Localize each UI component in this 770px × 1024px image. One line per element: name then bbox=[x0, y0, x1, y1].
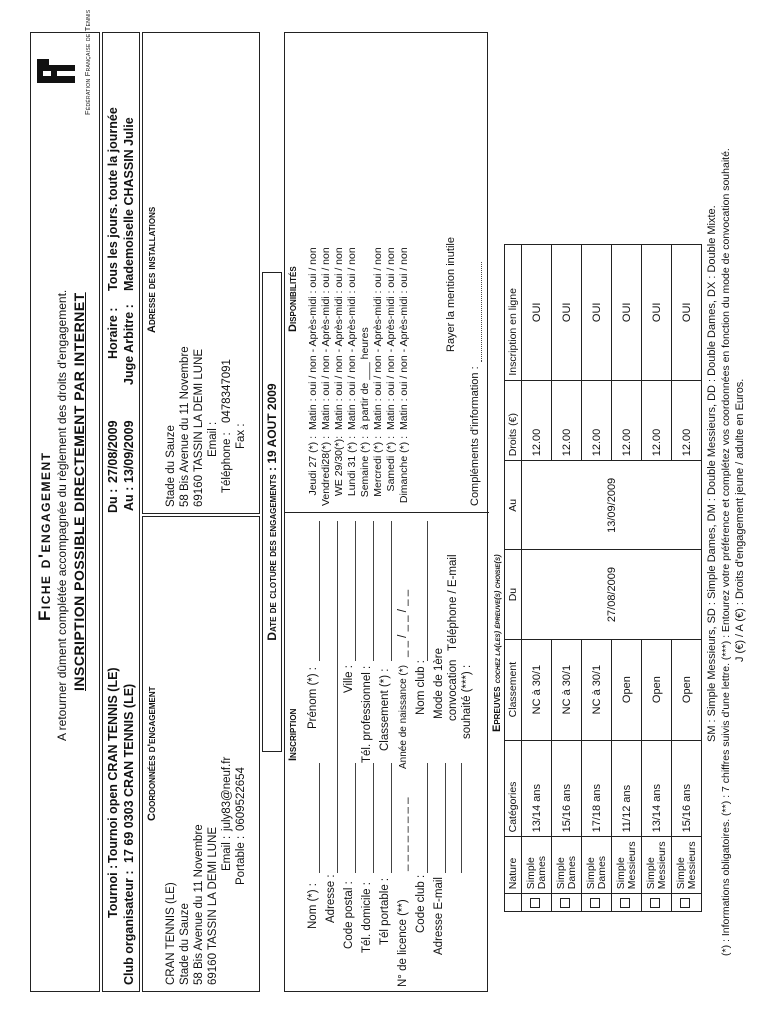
internet-notice: INSCRIPTION POSSIBLE DIRECTEMENT PAR INTERNET bbox=[71, 292, 87, 691]
epreuve-au: 13/09/2009 bbox=[522, 461, 702, 550]
classement-label: Classement (*) : bbox=[379, 668, 391, 751]
header-classement: Classement bbox=[505, 639, 522, 740]
dispo-choice[interactable]: Matin : oui / non - Après-midi : oui / non bbox=[372, 247, 384, 430]
installations-panel bbox=[142, 32, 260, 514]
du-value: 27/08/2009 bbox=[106, 420, 120, 483]
tel-email-option[interactable]: Téléphone / E-mail bbox=[447, 554, 459, 651]
coordonnees-panel bbox=[142, 516, 260, 992]
dispo-day-label: Lundi 31 (*) : bbox=[346, 436, 358, 497]
epreuve-checkbox[interactable] bbox=[620, 898, 630, 908]
installations-heading: Adresse des installations bbox=[146, 206, 158, 333]
dispo-choice[interactable]: Matin : oui / non - Après-midi : oui / non bbox=[346, 247, 358, 430]
dispo-choice[interactable]: Matin : oui / non - Après-midi : oui / non bbox=[320, 247, 332, 430]
epreuve-categorie: 15/16 ans bbox=[672, 740, 702, 837]
epreuve-droits: 12.00 bbox=[552, 380, 582, 461]
mode-label-3: souhaité (***) : bbox=[461, 664, 473, 739]
form-title: Fiche d'engagement bbox=[35, 451, 54, 621]
epreuve-nature: Simple Messieurs bbox=[672, 837, 702, 894]
header-inscription-ligne: Inscription en ligne bbox=[505, 245, 522, 381]
club-value: 17 69 0303 CRAN TENNIS (LE) bbox=[122, 683, 136, 863]
header-droits: Droits (€) bbox=[505, 380, 522, 461]
header-du: Du bbox=[505, 550, 522, 639]
licence-field[interactable]: _ _ _ _ _ _ _ _ bbox=[397, 797, 409, 871]
disponibilites-heading: Disponibilités bbox=[287, 266, 299, 332]
inst-telephone-value: 0478347091 bbox=[221, 359, 233, 423]
epreuve-droits: 12.00 bbox=[672, 380, 702, 461]
epreuve-checkbox[interactable] bbox=[650, 898, 660, 908]
adresse-field[interactable] bbox=[337, 521, 338, 873]
coord-portable-label: Portable : bbox=[235, 835, 247, 885]
coordonnees-heading: Coordonnées d'engagement bbox=[146, 686, 158, 821]
coord-line1: CRAN TENNIS (LE) bbox=[165, 882, 177, 985]
inscription-panel bbox=[284, 32, 488, 992]
dispo-day-label: Vendredi28(*) : bbox=[320, 436, 332, 507]
naissance-label: Année de naissance (*) bbox=[398, 665, 409, 769]
epreuves-note: cochez la(les) épreuve(s) choisie(s) bbox=[493, 554, 502, 684]
tournament-info-panel bbox=[102, 32, 140, 992]
tel-portable-label: Tél portable : bbox=[379, 877, 391, 945]
horaire-value: Tous les jours. toute la journée bbox=[106, 107, 120, 291]
inst-fax-label: Fax : bbox=[235, 423, 247, 449]
tel-portable-field[interactable] bbox=[391, 763, 392, 873]
inst-email-label: Email : bbox=[207, 421, 219, 457]
mode-label-1: Mode de 1ère bbox=[433, 648, 445, 719]
dispo-choice[interactable]: Matin : oui / non - Après-midi : oui / non bbox=[385, 247, 397, 430]
epreuve-du: 27/08/2009 bbox=[522, 550, 702, 639]
inst-line2: 58 Bis Avenue du 11 Novembre bbox=[179, 346, 191, 507]
adresse-label: Adresse : bbox=[325, 874, 337, 923]
epreuve-checkbox-cell[interactable] bbox=[522, 894, 552, 912]
cloture-text: Date de cloture des engagements : 19 AOUT 2009 bbox=[265, 383, 279, 641]
epreuves-title: Epreuves bbox=[491, 686, 503, 732]
nom-field[interactable] bbox=[319, 763, 320, 873]
epreuves-heading bbox=[491, 554, 503, 732]
epreuve-categorie: 11/12 ans bbox=[612, 740, 642, 837]
adresse-email-label: Adresse E-mail bbox=[433, 877, 445, 955]
epreuve-checkbox-cell[interactable] bbox=[612, 894, 642, 912]
epreuve-categorie: 13/14 ans bbox=[642, 740, 672, 837]
fft-logo-text: Fédération Française de Tennis bbox=[83, 9, 92, 115]
disponibilites-panel bbox=[285, 30, 489, 513]
adresse-email-field[interactable] bbox=[445, 763, 446, 873]
inst-line3: 69160 TASSIN LA DEMI LUNE bbox=[193, 348, 205, 507]
ville-field[interactable] bbox=[355, 521, 356, 661]
adresse-email-field-2[interactable] bbox=[461, 763, 462, 873]
footnote-2: (*) : Informations obligatoires. (**) : 7 chiffres suivis d'une lettre. (***) : Entourez votre préférence et complétez vos coordonnées en fonction du mode de convocation souhaité. bbox=[720, 148, 732, 956]
tel-domicile-label: Tél. domicile : bbox=[361, 882, 373, 953]
club-label: Club organisateur : bbox=[122, 870, 136, 985]
coord-line2: Stade du Sauze bbox=[179, 903, 191, 985]
epreuve-nature: Simple Dames bbox=[582, 837, 612, 894]
epreuve-classement: Open bbox=[642, 639, 672, 740]
epreuve-checkbox-cell[interactable] bbox=[642, 894, 672, 912]
fft-logo-icon bbox=[33, 35, 81, 111]
rayer-note: Rayer la mention inutile bbox=[445, 237, 457, 352]
tournoi-label: Tournoi : bbox=[106, 864, 120, 918]
epreuve-row bbox=[522, 245, 552, 912]
dispo-choice[interactable]: Matin : oui / non - Après-midi : oui / non bbox=[307, 247, 319, 430]
header-nature: Nature bbox=[505, 837, 522, 894]
fft-logo bbox=[33, 9, 97, 115]
epreuve-checkbox-cell[interactable] bbox=[672, 894, 702, 912]
epreuve-droits: 12.00 bbox=[582, 380, 612, 461]
footnote-3: J (€) / A (€) : Droits d'engagement jeune / adulte en Euros. bbox=[734, 378, 746, 662]
epreuve-classement: Open bbox=[672, 639, 702, 740]
epreuve-inscription-ligne: OUI bbox=[642, 245, 672, 381]
horaire-label: Horaire : bbox=[106, 307, 120, 359]
code-club-label: Code club : bbox=[415, 874, 427, 933]
epreuves-header-row bbox=[505, 245, 522, 912]
prenom-label: Prénom (*) : bbox=[307, 667, 319, 729]
epreuve-checkbox-cell[interactable] bbox=[582, 894, 612, 912]
au-label: Au : bbox=[122, 486, 136, 511]
epreuve-checkbox[interactable] bbox=[590, 898, 600, 908]
epreuve-classement: NC à 30/1 bbox=[582, 639, 612, 740]
complements-field[interactable] bbox=[481, 262, 482, 362]
inscription-heading: Inscription bbox=[287, 708, 299, 761]
dispo-day-label: Dimanche (*) : bbox=[398, 436, 410, 504]
epreuve-nature: Simple Dames bbox=[522, 837, 552, 894]
au-value: 13/09/2009 bbox=[122, 420, 136, 483]
header-categories: Catégories bbox=[505, 740, 522, 837]
epreuve-nature: Simple Messieurs bbox=[612, 837, 642, 894]
cloture-banner bbox=[262, 272, 282, 752]
epreuve-checkbox-cell[interactable] bbox=[552, 894, 582, 912]
naissance-field[interactable]: _ _ / _ _ / _ _ bbox=[397, 589, 409, 657]
epreuve-inscription-ligne: OUI bbox=[672, 245, 702, 381]
epreuve-nature: Simple Dames bbox=[552, 837, 582, 894]
coord-email-value: july83@neuf.fr bbox=[221, 756, 233, 831]
dispo-choice[interactable]: à partir de ___ heures bbox=[359, 327, 371, 430]
header-au: Au bbox=[505, 461, 522, 550]
dispo-choice[interactable]: Matin : oui / non - Après-midi : oui / non bbox=[398, 247, 410, 430]
epreuve-inscription-ligne: OUI bbox=[582, 245, 612, 381]
dispo-day-label: WE 29/30(*): bbox=[333, 436, 345, 497]
dispo-day-label: Jeudi 27 (*) : bbox=[307, 436, 319, 496]
dispo-choice[interactable]: Matin : oui / non - Après-midi : oui / non bbox=[333, 247, 345, 430]
code-postal-label: Code postal : bbox=[343, 881, 355, 949]
coord-portable-value: 0609522654 bbox=[235, 767, 247, 831]
code-postal-field[interactable] bbox=[355, 763, 356, 873]
nom-label: Nom (*) : bbox=[307, 883, 319, 929]
epreuve-categorie: 15/16 ans bbox=[552, 740, 582, 837]
epreuve-classement: Open bbox=[612, 639, 642, 740]
epreuve-droits: 12.00 bbox=[612, 380, 642, 461]
epreuve-droits: 12.00 bbox=[522, 380, 552, 461]
epreuve-checkbox[interactable] bbox=[560, 898, 570, 908]
nom-club-field[interactable] bbox=[427, 521, 428, 661]
form-subtitle: A retourner dûment complétée accompagnée du règlement des droits d'engagement. bbox=[55, 289, 69, 741]
prenom-field[interactable] bbox=[319, 521, 320, 661]
epreuve-inscription-ligne: OUI bbox=[612, 245, 642, 381]
ville-label: Ville : bbox=[343, 665, 355, 693]
tel-domicile-field[interactable] bbox=[373, 763, 374, 873]
code-club-field[interactable] bbox=[427, 763, 428, 873]
epreuve-nature: Simple Messieurs bbox=[642, 837, 672, 894]
complements-label: Compléments d'information : bbox=[469, 366, 481, 506]
dispo-day-label: Semaine (*) : bbox=[359, 436, 371, 498]
tournoi-value: Tournoi open CRAN TENNIS (LE) bbox=[106, 667, 120, 863]
epreuve-checkbox[interactable] bbox=[680, 898, 690, 908]
registration-form bbox=[30, 9, 770, 992]
coord-email-label: Email : bbox=[221, 835, 233, 871]
tel-pro-label: Tél. professionnel : bbox=[361, 665, 373, 763]
epreuve-classement: NC à 30/1 bbox=[522, 639, 552, 740]
mode-label-2: convocation bbox=[447, 659, 459, 721]
epreuve-droits: 12.00 bbox=[642, 380, 672, 461]
epreuve-categorie: 13/14 ans bbox=[522, 740, 552, 837]
epreuve-inscription-ligne: OUI bbox=[552, 245, 582, 381]
juge-value: Mademoiselle CHASSIN Julie bbox=[122, 117, 136, 291]
du-label: Du : bbox=[106, 488, 120, 513]
juge-label: Juge Arbitre : bbox=[122, 304, 136, 385]
tel-pro-field[interactable] bbox=[373, 521, 374, 661]
epreuve-classement: NC à 30/1 bbox=[552, 639, 582, 740]
epreuve-checkbox[interactable] bbox=[530, 898, 540, 908]
coord-line4: 69160 TASSIN LA DEMI LUNE bbox=[207, 826, 219, 985]
epreuve-categorie: 17/18 ans bbox=[582, 740, 612, 837]
footnote-1: SM : Simple Messieurs, SD : Simple Dames, DM : Double Messieurs, DD : Double Dames, DX : Double Mixte. bbox=[706, 205, 718, 742]
dispo-day-label: Mercredi (*) : bbox=[372, 436, 384, 497]
epreuve-inscription-ligne: OUI bbox=[522, 245, 552, 381]
header-check-cell bbox=[505, 894, 522, 912]
dispo-day-label: Samedi (*) : bbox=[385, 436, 397, 492]
classement-field[interactable] bbox=[391, 521, 392, 661]
header-panel bbox=[30, 9, 100, 992]
coord-line3: 58 Bis Avenue du 11 Novembre bbox=[193, 824, 205, 985]
licence-label: N° de licence (**) bbox=[397, 899, 409, 987]
inst-line1: Stade du Sauze bbox=[165, 425, 177, 507]
inst-telephone-label: Téléphone : bbox=[221, 432, 233, 493]
epreuves-table bbox=[504, 244, 702, 912]
nom-club-label: Nom club : bbox=[415, 660, 427, 715]
